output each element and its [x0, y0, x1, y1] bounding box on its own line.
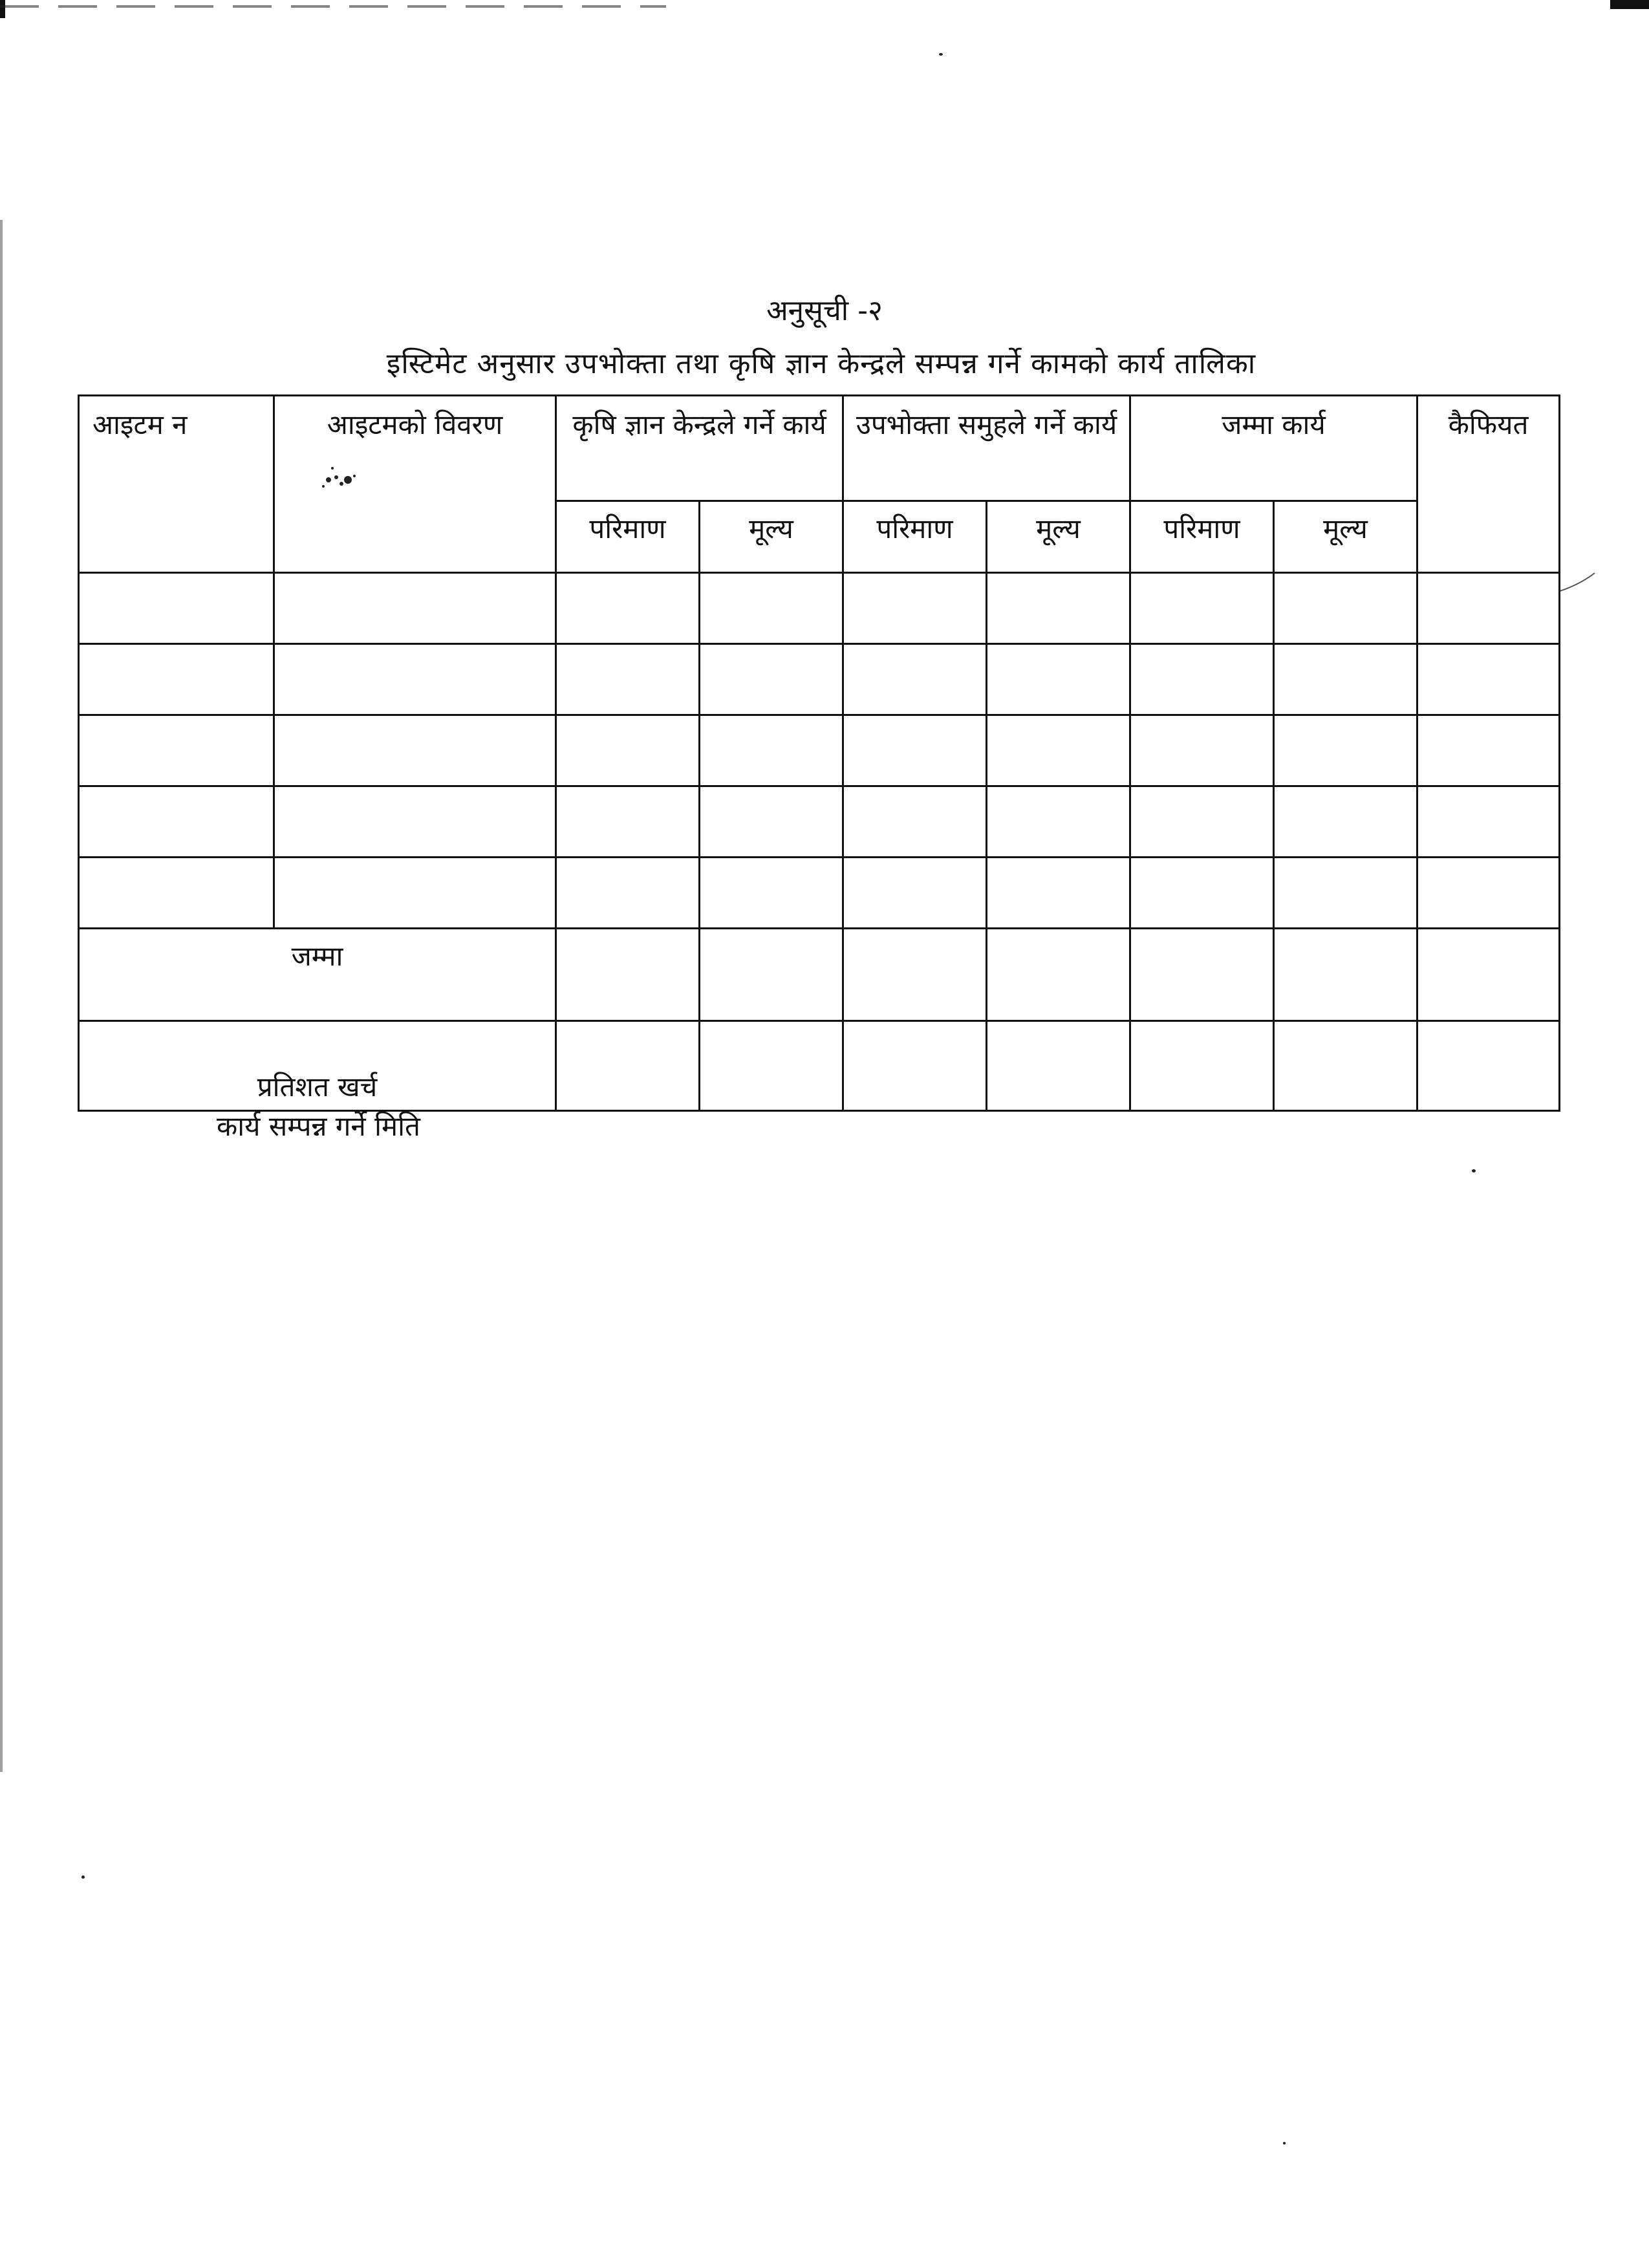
cell-remarks [1417, 858, 1560, 929]
cell-total-quantity [1130, 858, 1274, 929]
cell-total-value [1274, 644, 1417, 715]
scan-speck [1472, 1169, 1476, 1172]
header-consumer-group-work: उपभोक्ता समुहले गर्ने कार्य [843, 396, 1130, 501]
cell-item-no [79, 715, 274, 786]
subheader-quantity: परिमाण [843, 501, 987, 573]
cell-group-value [987, 786, 1130, 858]
cell-center-quantity [556, 573, 700, 644]
cell-pct-total-quantity [1130, 1021, 1274, 1111]
cell-item-no [79, 858, 274, 929]
scan-speck [939, 53, 943, 56]
work-schedule-table [78, 394, 1560, 1112]
cell-remarks [1417, 573, 1560, 644]
cell-group-quantity [843, 858, 987, 929]
cell-description [274, 715, 556, 786]
cell-description [274, 858, 556, 929]
subheader-value: मूल्य [987, 501, 1130, 573]
subheader-quantity: परिमाण [1130, 501, 1274, 573]
cell-remarks [1417, 786, 1560, 858]
cell-center-value [700, 858, 843, 929]
total-label: जम्मा [79, 929, 556, 1021]
cell-description [274, 573, 556, 644]
subheader-quantity: परिमाण [556, 501, 700, 573]
cell-group-value [987, 858, 1130, 929]
cell-group-quantity [843, 644, 987, 715]
schedule-heading: अनुसूची -२ [766, 294, 883, 327]
header-item-description-label: आइटमको विवरण [327, 409, 503, 440]
cell-total-remarks [1417, 929, 1560, 1021]
cell-description [274, 786, 556, 858]
cell-pct-center-quantity [556, 1021, 700, 1111]
table-row [79, 573, 1560, 644]
completion-date-label: कार्य सम्पन्न गर्ने मिति [217, 1110, 420, 1142]
cell-center-value [700, 573, 843, 644]
cell-center-value [700, 715, 843, 786]
percent-expense-row [79, 1021, 1560, 1111]
scan-artifact [0, 220, 3, 1772]
cell-center-value [700, 786, 843, 858]
cell-group-quantity [843, 715, 987, 786]
subheader-value: मूल्य [700, 501, 843, 573]
table-row [79, 858, 1560, 929]
cell-total-total-value [1274, 929, 1417, 1021]
scan-artifact [0, 0, 5, 18]
cell-center-value [700, 644, 843, 715]
cell-group-value [987, 573, 1130, 644]
cell-total-center-quantity [556, 929, 700, 1021]
cell-total-quantity [1130, 573, 1274, 644]
cell-total-center-value [700, 929, 843, 1021]
cell-item-no [79, 644, 274, 715]
table-row [79, 786, 1560, 858]
cell-center-quantity [556, 858, 700, 929]
cell-pct-remarks [1417, 1021, 1560, 1111]
ink-smudge [309, 460, 374, 499]
percent-expense-label: प्रतिशत खर्च [79, 1021, 556, 1111]
cell-remarks [1417, 715, 1560, 786]
header-agri-center-work: कृषि ज्ञान केन्द्रले गर्ने कार्य [556, 396, 843, 501]
cell-total-value [1274, 786, 1417, 858]
header-item-no: आइटम न [79, 396, 274, 573]
subheader-value: मूल्य [1274, 501, 1417, 573]
header-remarks: कैफियत [1417, 396, 1560, 573]
cell-total-group-quantity [843, 929, 987, 1021]
header-total-work: जम्मा कार्य [1130, 396, 1417, 501]
cell-center-quantity [556, 715, 700, 786]
cell-total-value [1274, 715, 1417, 786]
cell-group-value [987, 644, 1130, 715]
cell-description [274, 644, 556, 715]
cell-pct-center-value [700, 1021, 843, 1111]
cell-total-quantity [1130, 786, 1274, 858]
cell-pct-group-quantity [843, 1021, 987, 1111]
cell-total-value [1274, 573, 1417, 644]
scan-artifact [1610, 0, 1649, 9]
cell-total-quantity [1130, 715, 1274, 786]
cell-group-quantity [843, 786, 987, 858]
scan-mark [1558, 569, 1597, 595]
cell-remarks [1417, 644, 1560, 715]
cell-total-group-value [987, 929, 1130, 1021]
scan-speck [81, 1875, 85, 1879]
cell-group-value [987, 715, 1130, 786]
cell-group-quantity [843, 573, 987, 644]
cell-total-value [1274, 858, 1417, 929]
table-row [79, 715, 1560, 786]
table-row [79, 644, 1560, 715]
cell-item-no [79, 786, 274, 858]
scan-artifact [0, 5, 666, 8]
total-row [79, 929, 1560, 1021]
cell-item-no [79, 573, 274, 644]
cell-center-quantity [556, 786, 700, 858]
cell-pct-total-value [1274, 1021, 1417, 1111]
cell-center-quantity [556, 644, 700, 715]
scan-speck [1283, 2142, 1286, 2144]
cell-total-total-quantity [1130, 929, 1274, 1021]
document-title: इस्टिमेट अनुसार उपभोक्ता तथा कृषि ज्ञान केन्द्रले सम्पन्न गर्ने कामको कार्य तालिका [386, 347, 1256, 380]
cell-total-quantity [1130, 644, 1274, 715]
cell-pct-group-value [987, 1021, 1130, 1111]
